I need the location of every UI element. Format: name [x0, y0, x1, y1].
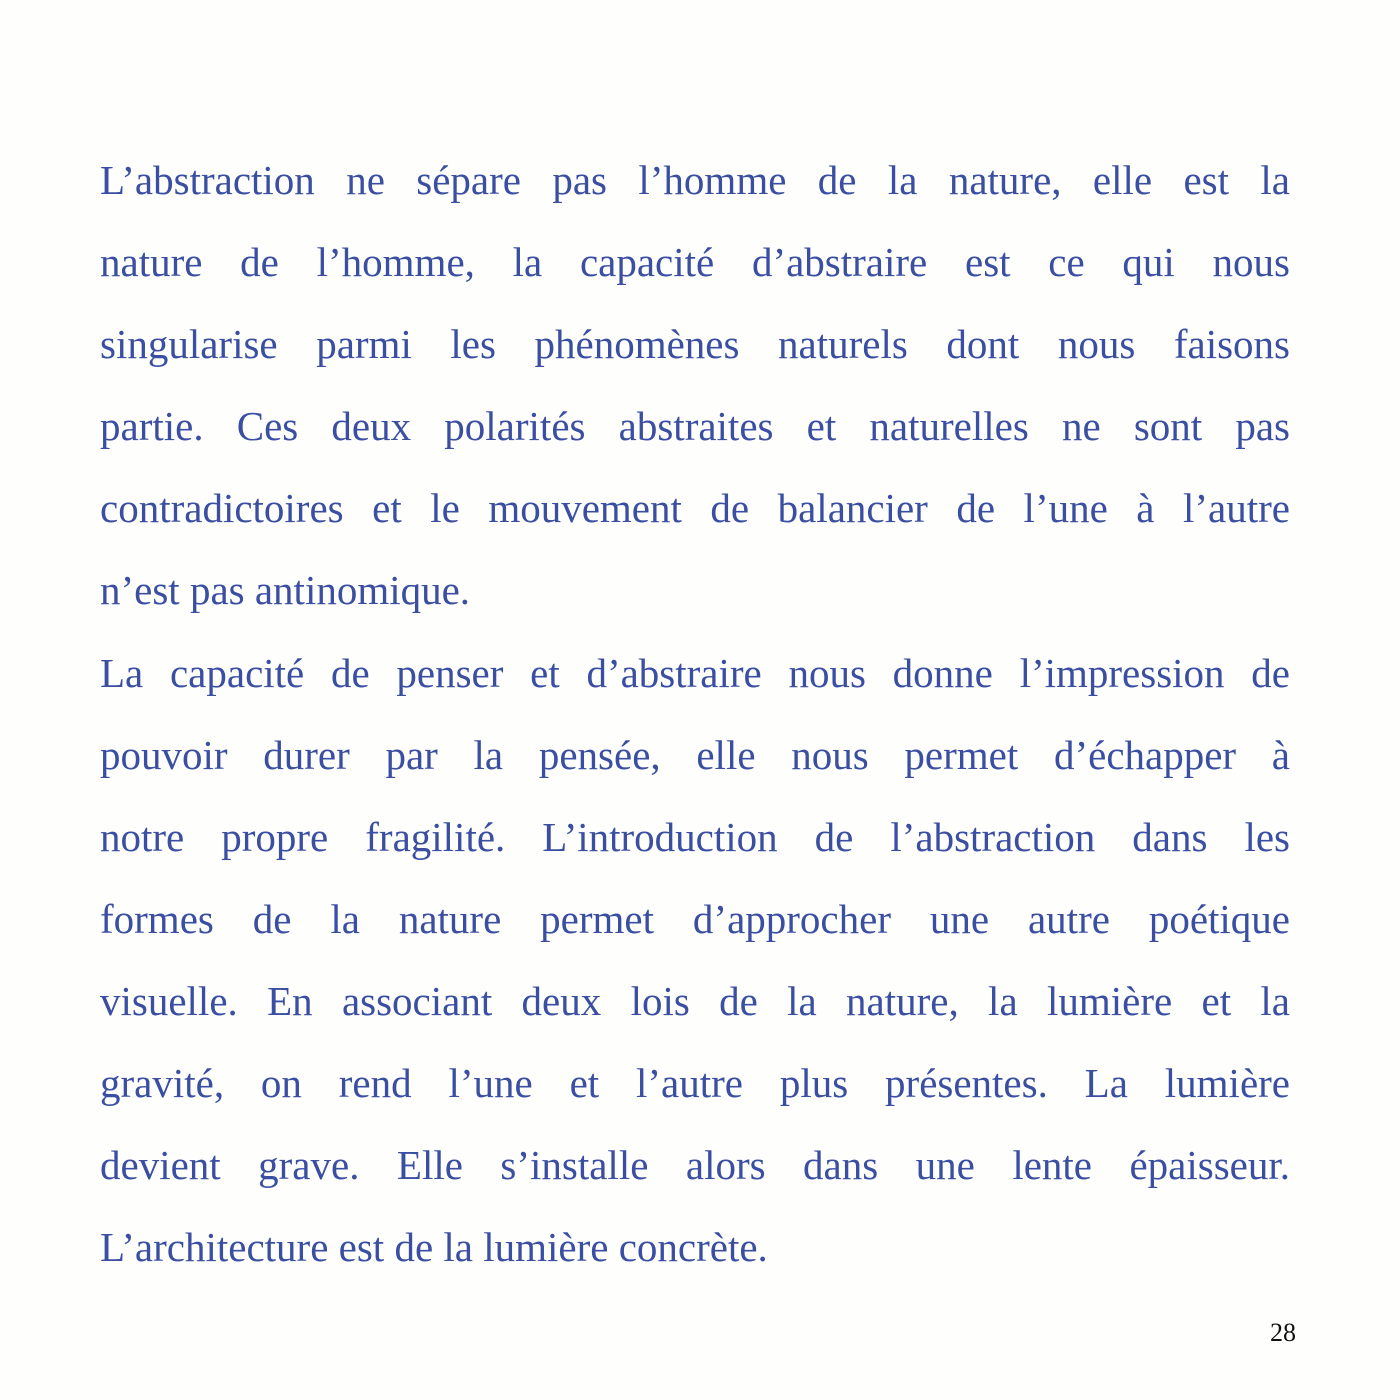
page-number: 28 — [1270, 1318, 1296, 1347]
text-line: formes de la nature permet d’approcher une autre poétique — [100, 896, 1290, 942]
text-line: singularise parmi les phénomènes naturels dont nous faisons — [100, 321, 1290, 367]
text-line: contradictoires et le mouvement de balancier de l’une à l’autre — [100, 485, 1290, 531]
text-line: La capacité de penser et d’abstraire nous donne l’impression de — [100, 650, 1290, 696]
text-line: nature de l’homme, la capacité d’abstraire est ce qui nous — [100, 239, 1290, 285]
text-line: n’est pas antinomique. — [100, 567, 471, 613]
text-line: devient grave. Elle s’installe alors dans une lente épaisseur. — [100, 1142, 1290, 1188]
text-line: gravité, on rend l’une et l’autre plus présentes. La lumière — [100, 1060, 1290, 1106]
text-line: pouvoir durer par la pensée, elle nous permet d’échapper à — [100, 732, 1290, 778]
text-line: L’architecture est de la lumière concrète. — [100, 1224, 768, 1270]
text-line: L’abstraction ne sépare pas l’homme de la nature, elle est la — [100, 157, 1290, 203]
text-line: notre propre fragilité. L’introduction de l’abstraction dans les — [100, 814, 1290, 860]
text-line: visuelle. En associant deux lois de la nature, la lumière et la — [100, 978, 1290, 1024]
text-line: partie. Ces deux polarités abstraites et naturelles ne sont pas — [100, 403, 1290, 449]
